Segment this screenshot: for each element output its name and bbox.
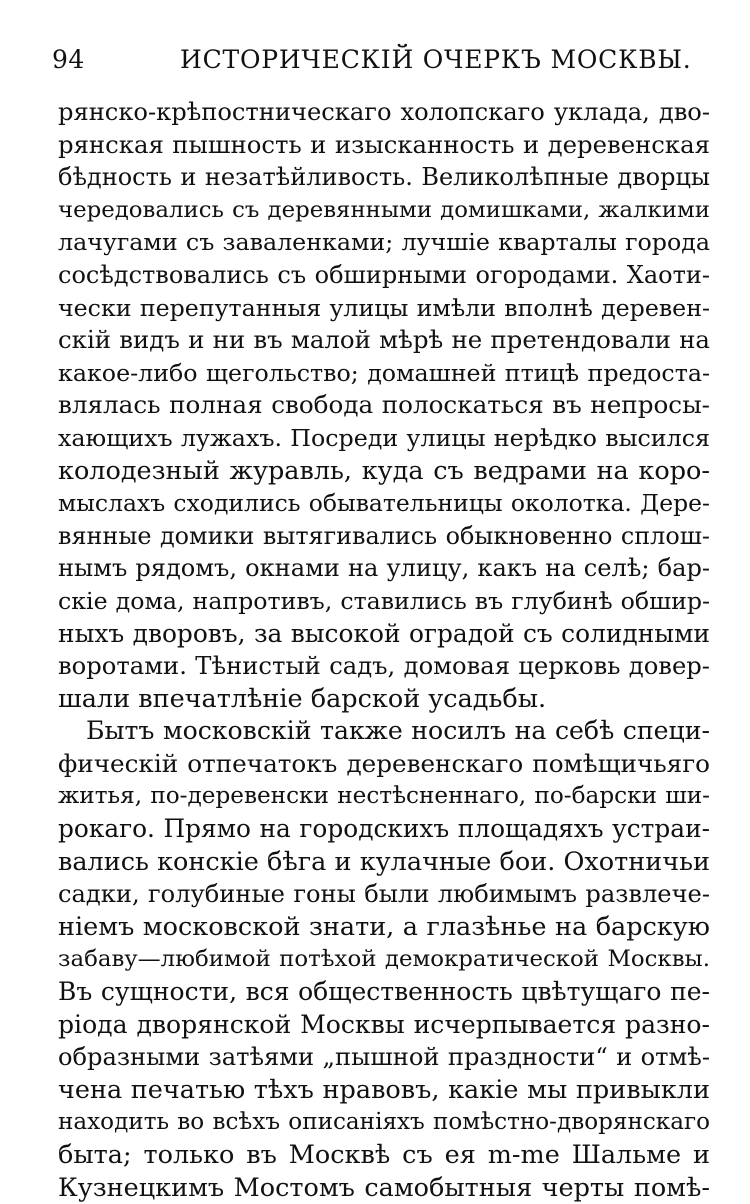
text-line: ріода дворянской Москвы исчерпывается разно- [58,1009,710,1039]
text-line: шали впечатлѣніе барской усадьбы. [58,683,547,714]
text-line: колодезный журавль, куда съ ведрами на коро- [58,455,710,486]
text-line: фическій отпечатокъ деревенскаго помѣщичьяго [58,748,710,778]
text-line: чески перепутанныя улицы имѣли вполнѣ деревен- [58,293,710,322]
text-line: влялась полная свобода полоскаться въ непросы- [58,390,710,420]
text-line: скій видъ и ни въ малой мѣрѣ не претендовали на [58,325,710,355]
text-line: нымъ рядомъ, окнами на улицу, какъ на селѣ; бар- [58,554,710,583]
text-line: Въ сущности, вся общественность цвѣтущаго пе- [58,977,710,1007]
text-line: сосѣдствовались съ обширными огородами. Хаоти- [58,260,710,289]
page-number: 94 [52,45,85,74]
text-line: воротами. Тѣнистый садъ, домовая церковь довер- [58,651,710,681]
text-line: лачугами съ заваленками; лучшіе кварталы города [58,228,710,257]
text-line: мыслахъ сходились обывательницы околотка. Дере- [58,489,710,518]
text-line: рянская пышность и изысканность и деревенская [58,129,710,159]
text-line: скіе дома, напротивъ, ставились въ глубинѣ обшир- [58,586,710,615]
text-line: бѣдность и незатѣйливость. Великолѣпные дворцы [58,163,710,192]
text-line: находить во всѣхъ описаніяхъ помѣстно-дворянскаго [58,1109,710,1136]
body-text [58,96,710,1204]
text-line: житья, по-деревенски нестѣсненнаго, по-барски ши- [58,783,710,810]
text-line: ніемъ московской знати, а глазѣнье на барскую [58,911,710,942]
text-line: Кузнецкимъ Мостомъ самобытныя черты помѣ- [58,1172,710,1203]
page-header [52,45,712,85]
text-line: рокаго. Прямо на городскихъ площадяхъ устраи- [58,814,710,844]
text-line: чередовались съ деревянными домишками, жалкими [58,196,710,223]
text-line: ныхъ дворовъ, за высокой оградой съ солидными [58,618,710,648]
text-line: какое-либо щегольство; домашней птицѣ предоста- [58,358,710,387]
text-line: образными затѣями „пышной праздности“ и отмѣ- [58,1043,710,1072]
text-line: быта; только въ Москвѣ съ ея m-me Шальме и [58,1140,710,1170]
text-line: вянные домики вытягивались обыкновенно сплош- [58,521,710,550]
text-line: забаву—любимой потѣхой демократической Москвы. [58,946,710,973]
text-line: вались конскіе бѣга и кулачные бои. Охотничьи [58,846,710,877]
text-line: рянско-крѣпостническаго холопскаго уклада, дво- [58,98,710,126]
text-line: Бытъ московскій также носилъ на себѣ специ- [86,716,710,746]
text-line: садки, голубиные гоны были любимымъ развлече- [58,880,710,909]
text-line: чена печатью тѣхъ нравовъ, какіе мы привыкли [58,1074,710,1105]
text-line: хающихъ лужахъ. Посреди улицы нерѣдко высился [58,423,710,452]
running-title: ИСТОРИЧЕСКІЙ ОЧЕРКЪ МОСКВЫ. [180,45,692,74]
